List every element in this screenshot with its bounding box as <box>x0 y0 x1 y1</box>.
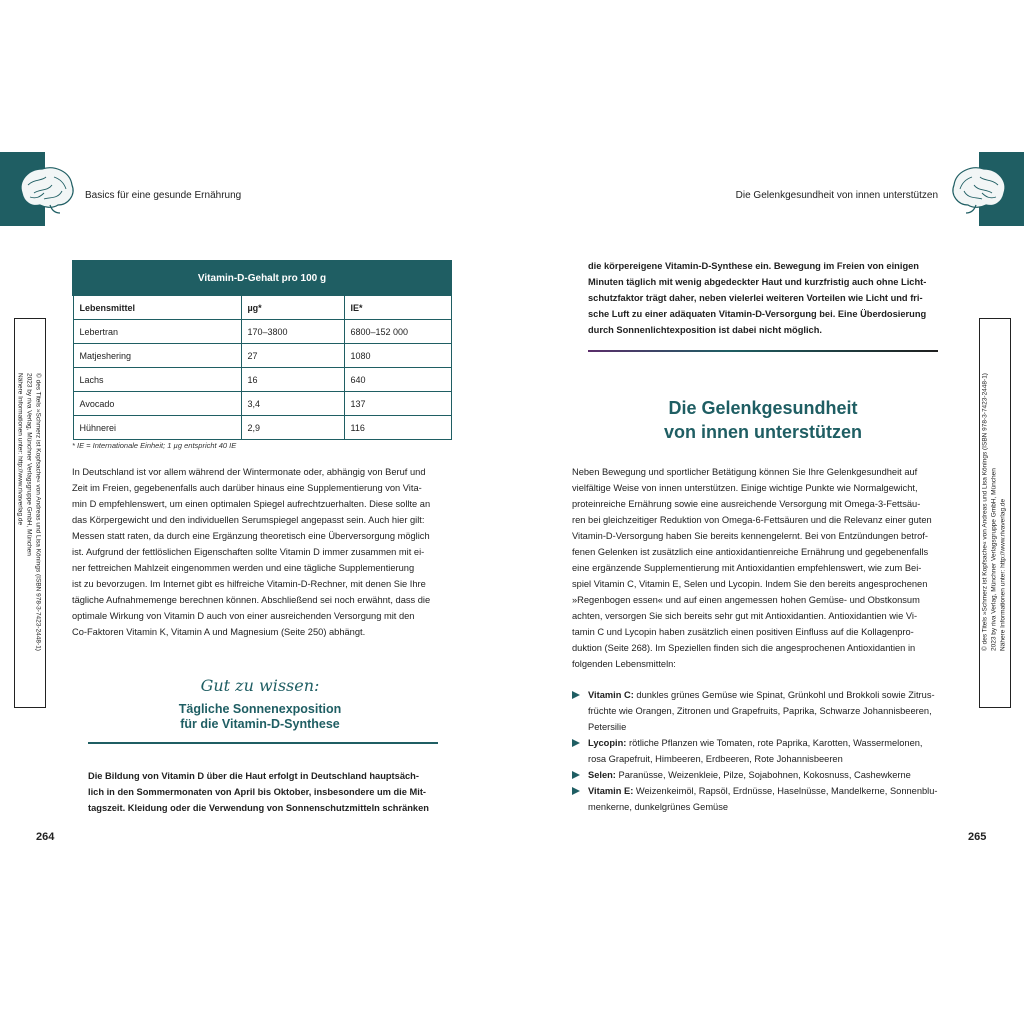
info-box-title <box>120 702 400 732</box>
info-box-continued-text <box>588 258 938 338</box>
text-line: optimale Wirkung von Vitamin D auch von einer ausreichenden Versorgung mit den <box>72 611 415 621</box>
table-cell: 170–3800 <box>241 320 344 344</box>
table-caption: Vitamin-D-Gehalt pro 100 g <box>73 261 451 295</box>
table-cell: Hühnerei <box>73 416 241 440</box>
copyright-line: © des Titels »Schmerz ist Kopfsache« von Andreas und Lisa Könings (ISBN 978-3-7423-2448-1) <box>981 373 989 651</box>
list-item-text: Weizenkeimöl, Rapsöl, Erdnüsse, Haselnüsse, Mandelkerne, Sonnenblu- <box>635 786 938 796</box>
text-line: spiel Vitamin C, Vitamin E, Selen und Lycopin. Indem Sie den bereits angesprochenen <box>572 579 928 589</box>
text-line: tamin C und Lycopin haben zusätzlich einen positiven Einfluss auf die Kollagenpro- <box>572 627 914 637</box>
list-item <box>572 783 958 815</box>
table-row <box>73 320 451 344</box>
col-header: Lebensmittel <box>73 295 241 320</box>
bullet-arrow-icon <box>572 787 580 795</box>
page-number-left: 264 <box>36 831 55 843</box>
table-cell: 16 <box>241 368 344 392</box>
table-cell: 1080 <box>344 344 451 368</box>
bullet-arrow-icon <box>572 691 580 699</box>
col-header: µg* <box>241 295 344 320</box>
list-item-label: Vitamin E: <box>588 786 634 796</box>
text-line: lich in den Sommermonaten von April bis Oktober, insbesondere um die Mit- <box>88 787 427 797</box>
info-box-rule <box>88 742 438 744</box>
table-cell: 137 <box>344 392 451 416</box>
brain-icon <box>948 163 1012 215</box>
copyright-line: 2023 by riva Verlag, Münchner Verlagsgruppe GmbH, München <box>990 468 998 651</box>
section-heading <box>588 396 938 444</box>
copyright-text-left <box>16 373 43 651</box>
table-cell: 116 <box>344 416 451 440</box>
list-item-text: Paranüsse, Weizenkleie, Pilze, Sojabohnen, Kokosnuss, Cashewkerne <box>618 770 911 780</box>
info-box-title-line: Tägliche Sonnenexposition <box>178 702 342 716</box>
text-line: vielfältige Weise von innen unterstützen. Einige wichtige Punkte wie Normalgewicht, <box>572 483 918 493</box>
brain-icon <box>14 163 78 215</box>
table-cell: Lachs <box>73 368 241 392</box>
section-heading-line: von innen unterstützen <box>664 422 862 442</box>
table-cell: 2,9 <box>241 416 344 440</box>
list-item-text: früchte wie Orangen, Zitronen und Grapefruits, Paprika, Schwarze Johannisbeeren, <box>588 706 932 716</box>
table-row <box>73 368 451 392</box>
text-line: die körpereigene Vitamin-D-Synthese ein. Bewegung im Freien von einigen <box>588 261 919 271</box>
text-line: achten, versorgen Sie sich bereits sehr gut mit Antioxidantien. Antioxidantien wie Vi- <box>572 611 918 621</box>
table-row <box>73 416 451 440</box>
table-cell: Avocado <box>73 392 241 416</box>
vitamin-d-table <box>72 260 452 440</box>
copyright-line: 2023 by riva Verlag, Münchner Verlagsgruppe GmbH, München <box>25 373 33 556</box>
text-line: ist zu bevorzugen. Im Internet gibt es hilfreiche Vitamin-D-Rechner, mit denen Sie Ihre <box>72 579 426 589</box>
table-footnote: * IE = Internationale Einheit; 1 µg entspricht 40 IE <box>72 441 237 450</box>
list-item <box>572 687 958 735</box>
bullet-arrow-icon <box>572 771 580 779</box>
list-item-label: Lycopin: <box>588 738 627 748</box>
text-line: Vitamin-D-Versorgung haben Sie bereits kennengelernt. Bei von Entzündungen betrof- <box>572 531 928 541</box>
table-cell: Matjeshering <box>73 344 241 368</box>
text-line: schutzfaktor trägt daher, neben vielerlei weiteren Vorteilen wie Licht und fri- <box>588 293 923 303</box>
text-line: min D empfehlenswert, um einen optimalen Spiegel aufrechtzuerhalten. Diese sollte an <box>72 499 431 509</box>
section-heading-line: Die Gelenkgesundheit <box>668 398 858 418</box>
list-item-label: Selen: <box>588 770 616 780</box>
text-line: In Deutschland ist vor allem während der Wintermonate oder, abhängig von Beruf und <box>72 467 426 477</box>
left-body-text <box>72 464 452 640</box>
text-line: Messen statt raten, da durch eine Ergänzung theoretisch eine Überversorgung möglich <box>72 531 430 541</box>
list-item-text: rosa Grapefruit, Himbeeren, Erdbeeren, Rote Johannisbeeren <box>588 754 843 764</box>
info-box-script-title: Gut zu wissen: <box>200 676 320 695</box>
text-line: Neben Bewegung und sportlicher Betätigung können Sie Ihre Gelenkgesundheit auf <box>572 467 918 477</box>
copyright-line: © des Titels »Schmerz ist Kopfsache« von Andreas und Lisa Könings (ISBN 978-3-7423-2448-1) <box>34 373 42 651</box>
info-box-rule-gradient <box>588 350 938 352</box>
text-line: duktion (Seite 268). Im Speziellen finden sich die angesprochenen Antioxidantien in <box>572 643 916 653</box>
list-item-text: dunkles grünes Gemüse wie Spinat, Grünkohl und Brokkoli sowie Zitrus- <box>636 690 935 700</box>
text-line: Co-Faktoren Vitamin K, Vitamin A und Magnesium (Seite 250) abhängt. <box>72 627 366 637</box>
table-cell: 27 <box>241 344 344 368</box>
copyright-line: Nähere Informationen unter: http://www.rivaverlag.de <box>999 498 1007 651</box>
info-box-title-line: für die Vitamin-D-Synthese <box>180 717 340 731</box>
page-number-right: 265 <box>968 831 987 843</box>
list-item-text: rötliche Pflanzen wie Tomaten, rote Paprika, Karotten, Wassermelonen, <box>628 738 923 748</box>
copyright-text-right <box>981 373 1008 651</box>
text-line: ner fettreichen Mahlzeit eingenommen werden und eine tägliche Supplementierung <box>72 563 415 573</box>
text-line: eine ergänzende Supplementierung mit Antioxidantien empfehlenswert, wie zum Bei- <box>572 563 922 573</box>
antioxidant-list <box>572 687 958 815</box>
copyright-line: Nähere Informationen unter: http://www.rivaverlag.de <box>16 373 24 526</box>
table-cell: Lebertran <box>73 320 241 344</box>
text-line: ren bei gleichzeitiger Reduktion von Omega-6-Fettsäuren und die Relevanz einer guten <box>572 515 932 525</box>
list-item-text: menkerne, dunkelgrünes Gemüse <box>588 802 729 812</box>
text-line: »Regenbogen essen« und auf einen angemessen hohen Gemüse- und Obstkonsum <box>572 595 920 605</box>
list-item-label: Vitamin C: <box>588 690 634 700</box>
list-item <box>572 767 958 783</box>
table-cell: 6800–152 000 <box>344 320 451 344</box>
right-body-text <box>572 464 952 672</box>
list-item-text: Petersilie <box>588 722 627 732</box>
running-head-right: Die Gelenkgesundheit von innen unterstützen <box>735 190 938 201</box>
col-header: IE* <box>344 295 451 320</box>
text-line: ist. Aufgrund der fettlöslichen Eigenschaften sollte Vitamin D immer zusammen mit ei- <box>72 547 425 557</box>
bullet-arrow-icon <box>572 739 580 747</box>
text-line: tägliche Aufnahmemenge berechnen können. Abschließend sei noch erwähnt, dass die <box>72 595 431 605</box>
text-line: Zeit im Freien, gegebenenfalls auch darüber hinaus eine Supplementierung von Vita- <box>72 483 422 493</box>
text-line: durch Sonnenlichtexposition ist dabei nicht möglich. <box>588 325 822 335</box>
info-box-text <box>88 768 438 816</box>
running-head-left: Basics für eine gesunde Ernährung <box>85 190 242 201</box>
text-line: das Körpergewicht und den individuellen Serumspiegel angepasst sein. Auch hier gilt: <box>72 515 425 525</box>
table-cell: 3,4 <box>241 392 344 416</box>
text-line: sche Luft zu einer adäquaten Vitamin-D-Versorgung bei. Eine Überdosierung <box>588 309 927 319</box>
text-line: Die Bildung von Vitamin D über die Haut erfolgt in Deutschland hauptsäch- <box>88 771 419 781</box>
text-line: folgenden Lebensmitteln: <box>572 659 676 669</box>
table-header-row <box>73 295 451 320</box>
text-line: proteinreiche Ernährung sowie eine ausreichende Versorgung mit Omega-3-Fettsäu- <box>572 499 921 509</box>
table-row <box>73 392 451 416</box>
text-line: Minuten täglich mit wenig abgedeckter Haut und kurzfristig auch ohne Licht- <box>588 277 927 287</box>
text-line: tagszeit. Kleidung oder die Verwendung von Sonnenschutzmitteln schränken <box>88 803 429 813</box>
table-row <box>73 344 451 368</box>
table-cell: 640 <box>344 368 451 392</box>
list-item <box>572 735 958 767</box>
text-line: fenen Gelenken ist zusätzlich eine antioxidantienreiche Ernährung und gegebenenfalls <box>572 547 929 557</box>
